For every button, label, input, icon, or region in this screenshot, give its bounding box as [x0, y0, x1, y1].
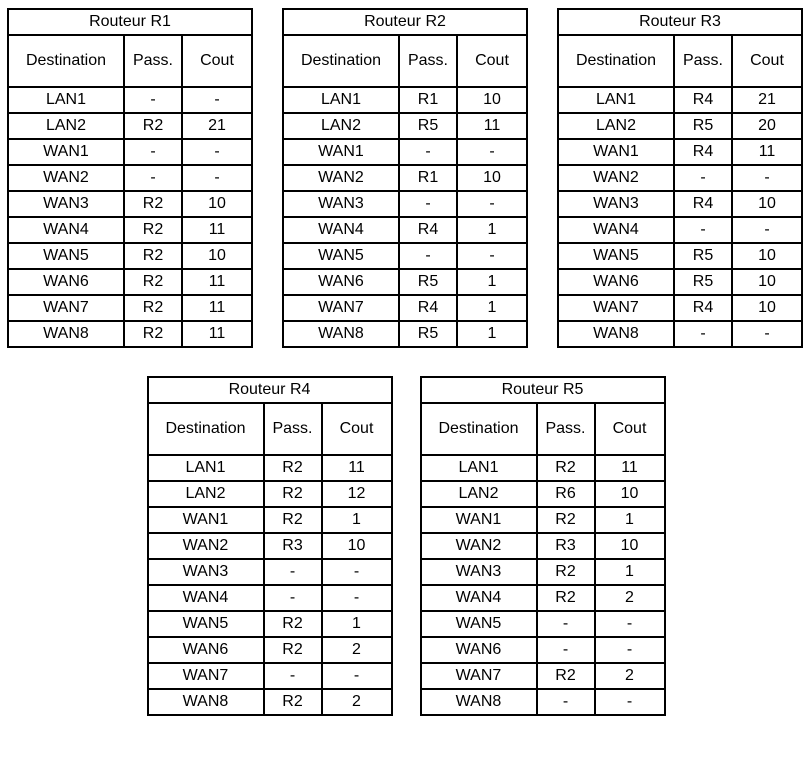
column-header: Pass.	[264, 403, 322, 455]
cell-pass: R4	[399, 217, 457, 243]
cell-destination: WAN7	[148, 663, 264, 689]
cell-pass: -	[537, 689, 595, 715]
cell-pass: R1	[399, 87, 457, 113]
table-row	[8, 165, 252, 191]
cell-pass: -	[264, 559, 322, 585]
cell-destination: WAN8	[421, 689, 537, 715]
cell-pass: -	[537, 611, 595, 637]
cell-cout: 1	[457, 269, 527, 295]
cell-pass: R2	[264, 455, 322, 481]
table-row	[148, 611, 392, 637]
cell-pass: R3	[264, 533, 322, 559]
cell-destination: WAN4	[148, 585, 264, 611]
cell-destination: WAN5	[421, 611, 537, 637]
cell-destination: WAN6	[558, 269, 674, 295]
cell-destination: WAN1	[283, 139, 399, 165]
cell-cout: 11	[732, 139, 802, 165]
table-row	[283, 191, 527, 217]
cell-destination: WAN5	[283, 243, 399, 269]
table-row	[148, 455, 392, 481]
table-row	[421, 663, 665, 689]
cell-cout: 1	[322, 611, 392, 637]
cell-destination: LAN2	[558, 113, 674, 139]
table-row	[283, 243, 527, 269]
table-row	[283, 165, 527, 191]
cell-cout: 11	[182, 269, 252, 295]
cell-cout: 2	[322, 637, 392, 663]
table-row	[558, 165, 802, 191]
cell-destination: LAN1	[421, 455, 537, 481]
table-title: Routeur R1	[8, 9, 252, 35]
table-title-row	[283, 9, 527, 35]
table-title-row	[8, 9, 252, 35]
cell-cout: -	[595, 611, 665, 637]
cell-cout: 10	[595, 533, 665, 559]
cell-pass: R2	[537, 455, 595, 481]
routing-table-r3	[557, 8, 803, 348]
cell-cout: 10	[732, 295, 802, 321]
table-row	[558, 139, 802, 165]
table-row	[8, 217, 252, 243]
cell-pass: R2	[124, 217, 182, 243]
cell-destination: LAN2	[8, 113, 124, 139]
table-row	[148, 559, 392, 585]
cell-pass: R2	[264, 507, 322, 533]
cell-destination: WAN1	[8, 139, 124, 165]
routing-table-r1	[7, 8, 253, 348]
cell-cout: 11	[182, 321, 252, 347]
column-header: Destination	[558, 35, 674, 87]
cell-destination: WAN5	[148, 611, 264, 637]
cell-pass: R2	[537, 585, 595, 611]
cell-cout: 1	[457, 295, 527, 321]
cell-pass: R6	[537, 481, 595, 507]
table-row	[558, 217, 802, 243]
table-title: Routeur R2	[283, 9, 527, 35]
table-row	[283, 139, 527, 165]
cell-destination: WAN1	[421, 507, 537, 533]
cell-destination: WAN4	[8, 217, 124, 243]
table-title-row	[148, 377, 392, 403]
cell-pass: R5	[399, 269, 457, 295]
cell-cout: 21	[732, 87, 802, 113]
cell-pass: -	[537, 637, 595, 663]
cell-pass: -	[264, 585, 322, 611]
table-row	[8, 243, 252, 269]
cell-cout: 11	[182, 217, 252, 243]
cell-cout: 10	[457, 165, 527, 191]
table-row	[558, 113, 802, 139]
cell-pass: R5	[399, 321, 457, 347]
cell-destination: LAN1	[283, 87, 399, 113]
column-header: Pass.	[674, 35, 732, 87]
table-row	[558, 243, 802, 269]
table-row	[283, 87, 527, 113]
table-row	[8, 269, 252, 295]
table-title: Routeur R4	[148, 377, 392, 403]
table-row	[558, 269, 802, 295]
cell-destination: WAN8	[558, 321, 674, 347]
cell-destination: WAN4	[558, 217, 674, 243]
cell-cout: -	[732, 165, 802, 191]
cell-pass: R2	[124, 295, 182, 321]
cell-cout: 10	[457, 87, 527, 113]
top-row	[0, 0, 812, 348]
cell-pass: R5	[674, 269, 732, 295]
table-row	[421, 559, 665, 585]
table-row	[148, 663, 392, 689]
table-title-row	[558, 9, 802, 35]
cell-pass: R2	[124, 113, 182, 139]
cell-pass: R2	[264, 481, 322, 507]
cell-destination: WAN3	[421, 559, 537, 585]
table-title: Routeur R3	[558, 9, 802, 35]
cell-cout: 10	[182, 243, 252, 269]
table-row	[8, 295, 252, 321]
cell-pass: -	[399, 139, 457, 165]
column-header: Pass.	[399, 35, 457, 87]
cell-cout: 10	[732, 269, 802, 295]
cell-destination: WAN2	[558, 165, 674, 191]
table-title: Routeur R5	[421, 377, 665, 403]
table-row	[421, 585, 665, 611]
table-row	[558, 87, 802, 113]
cell-cout: -	[732, 321, 802, 347]
cell-cout: 2	[595, 663, 665, 689]
cell-cout: 11	[595, 455, 665, 481]
table-row	[283, 295, 527, 321]
cell-pass: R1	[399, 165, 457, 191]
cell-destination: LAN1	[558, 87, 674, 113]
cell-cout: -	[322, 663, 392, 689]
column-header: Cout	[732, 35, 802, 87]
table-row	[148, 533, 392, 559]
column-header: Destination	[148, 403, 264, 455]
table-row	[283, 321, 527, 347]
cell-pass: R5	[674, 243, 732, 269]
cell-destination: WAN6	[421, 637, 537, 663]
cell-destination: WAN2	[148, 533, 264, 559]
cell-pass: -	[674, 321, 732, 347]
cell-pass: R4	[674, 191, 732, 217]
header-row	[148, 403, 392, 455]
cell-pass: R2	[124, 243, 182, 269]
cell-pass: -	[674, 217, 732, 243]
cell-destination: WAN7	[421, 663, 537, 689]
cell-pass: R2	[124, 321, 182, 347]
cell-cout: 1	[457, 321, 527, 347]
cell-pass: R5	[399, 113, 457, 139]
cell-cout: 21	[182, 113, 252, 139]
column-header: Destination	[421, 403, 537, 455]
table-row	[421, 481, 665, 507]
table-row	[283, 269, 527, 295]
cell-destination: WAN7	[8, 295, 124, 321]
cell-cout: 1	[322, 507, 392, 533]
column-header: Cout	[182, 35, 252, 87]
cell-cout: -	[457, 139, 527, 165]
table-row	[421, 611, 665, 637]
table-row	[421, 455, 665, 481]
cell-cout: -	[182, 139, 252, 165]
column-header: Cout	[322, 403, 392, 455]
cell-cout: 11	[457, 113, 527, 139]
cell-pass: R2	[537, 507, 595, 533]
cell-pass: -	[124, 139, 182, 165]
table-row	[421, 637, 665, 663]
cell-pass: -	[399, 191, 457, 217]
table-row	[421, 689, 665, 715]
cell-cout: -	[322, 559, 392, 585]
column-header: Pass.	[537, 403, 595, 455]
cell-pass: R2	[124, 191, 182, 217]
cell-cout: 1	[457, 217, 527, 243]
cell-cout: 11	[182, 295, 252, 321]
cell-destination: LAN2	[283, 113, 399, 139]
table-title-row	[421, 377, 665, 403]
cell-destination: LAN1	[8, 87, 124, 113]
cell-destination: WAN1	[148, 507, 264, 533]
table-row	[558, 191, 802, 217]
cell-destination: WAN8	[8, 321, 124, 347]
cell-cout: 2	[322, 689, 392, 715]
cell-pass: R4	[674, 87, 732, 113]
table-row	[8, 139, 252, 165]
cell-destination: LAN2	[421, 481, 537, 507]
cell-destination: LAN1	[148, 455, 264, 481]
cell-cout: 1	[595, 507, 665, 533]
table-row	[421, 507, 665, 533]
cell-destination: WAN5	[8, 243, 124, 269]
header-row	[421, 403, 665, 455]
cell-cout: 10	[322, 533, 392, 559]
cell-cout: -	[457, 243, 527, 269]
cell-cout: -	[732, 217, 802, 243]
table-row	[558, 295, 802, 321]
cell-cout: 11	[322, 455, 392, 481]
table-row	[148, 585, 392, 611]
cell-cout: 10	[732, 191, 802, 217]
table-row	[283, 217, 527, 243]
cell-cout: 10	[182, 191, 252, 217]
cell-pass: R2	[264, 637, 322, 663]
column-header: Destination	[8, 35, 124, 87]
table-row	[148, 689, 392, 715]
cell-destination: WAN8	[283, 321, 399, 347]
cell-destination: WAN3	[558, 191, 674, 217]
cell-destination: WAN8	[148, 689, 264, 715]
cell-pass: R2	[537, 559, 595, 585]
cell-cout: -	[322, 585, 392, 611]
cell-pass: -	[399, 243, 457, 269]
cell-cout: -	[182, 165, 252, 191]
cell-cout: 10	[595, 481, 665, 507]
cell-pass: -	[674, 165, 732, 191]
table-row	[8, 87, 252, 113]
cell-cout: 1	[595, 559, 665, 585]
table-row	[8, 113, 252, 139]
cell-destination: WAN7	[283, 295, 399, 321]
table-row	[148, 637, 392, 663]
cell-pass: R2	[124, 269, 182, 295]
cell-pass: R5	[674, 113, 732, 139]
cell-pass: -	[264, 663, 322, 689]
cell-pass: R2	[264, 689, 322, 715]
cell-pass: R4	[674, 295, 732, 321]
cell-cout: 12	[322, 481, 392, 507]
cell-destination: WAN1	[558, 139, 674, 165]
routing-table-r5	[420, 376, 666, 716]
cell-cout: -	[182, 87, 252, 113]
table-row	[8, 321, 252, 347]
header-row	[283, 35, 527, 87]
cell-destination: WAN3	[8, 191, 124, 217]
cell-destination: WAN6	[8, 269, 124, 295]
bottom-row	[0, 376, 812, 716]
cell-destination: WAN5	[558, 243, 674, 269]
header-row	[8, 35, 252, 87]
cell-cout: 2	[595, 585, 665, 611]
cell-destination: WAN4	[421, 585, 537, 611]
cell-destination: WAN4	[283, 217, 399, 243]
column-header: Cout	[595, 403, 665, 455]
cell-destination: WAN7	[558, 295, 674, 321]
cell-destination: WAN6	[283, 269, 399, 295]
cell-destination: WAN3	[148, 559, 264, 585]
cell-cout: 20	[732, 113, 802, 139]
table-row	[558, 321, 802, 347]
cell-pass: R2	[264, 611, 322, 637]
column-header: Cout	[457, 35, 527, 87]
cell-destination: WAN2	[8, 165, 124, 191]
table-row	[421, 533, 665, 559]
table-row	[8, 191, 252, 217]
cell-destination: LAN2	[148, 481, 264, 507]
cell-pass: -	[124, 87, 182, 113]
cell-cout: -	[595, 689, 665, 715]
cell-pass: R4	[674, 139, 732, 165]
cell-cout: -	[457, 191, 527, 217]
header-row	[558, 35, 802, 87]
table-row	[283, 113, 527, 139]
routing-table-r4	[147, 376, 393, 716]
column-header: Destination	[283, 35, 399, 87]
column-header: Pass.	[124, 35, 182, 87]
cell-destination: WAN2	[421, 533, 537, 559]
cell-pass: -	[124, 165, 182, 191]
cell-cout: -	[595, 637, 665, 663]
table-row	[148, 507, 392, 533]
cell-cout: 10	[732, 243, 802, 269]
cell-pass: R4	[399, 295, 457, 321]
cell-destination: WAN3	[283, 191, 399, 217]
cell-destination: WAN2	[283, 165, 399, 191]
routing-table-r2	[282, 8, 528, 348]
cell-pass: R2	[537, 663, 595, 689]
cell-destination: WAN6	[148, 637, 264, 663]
cell-pass: R3	[537, 533, 595, 559]
table-row	[148, 481, 392, 507]
